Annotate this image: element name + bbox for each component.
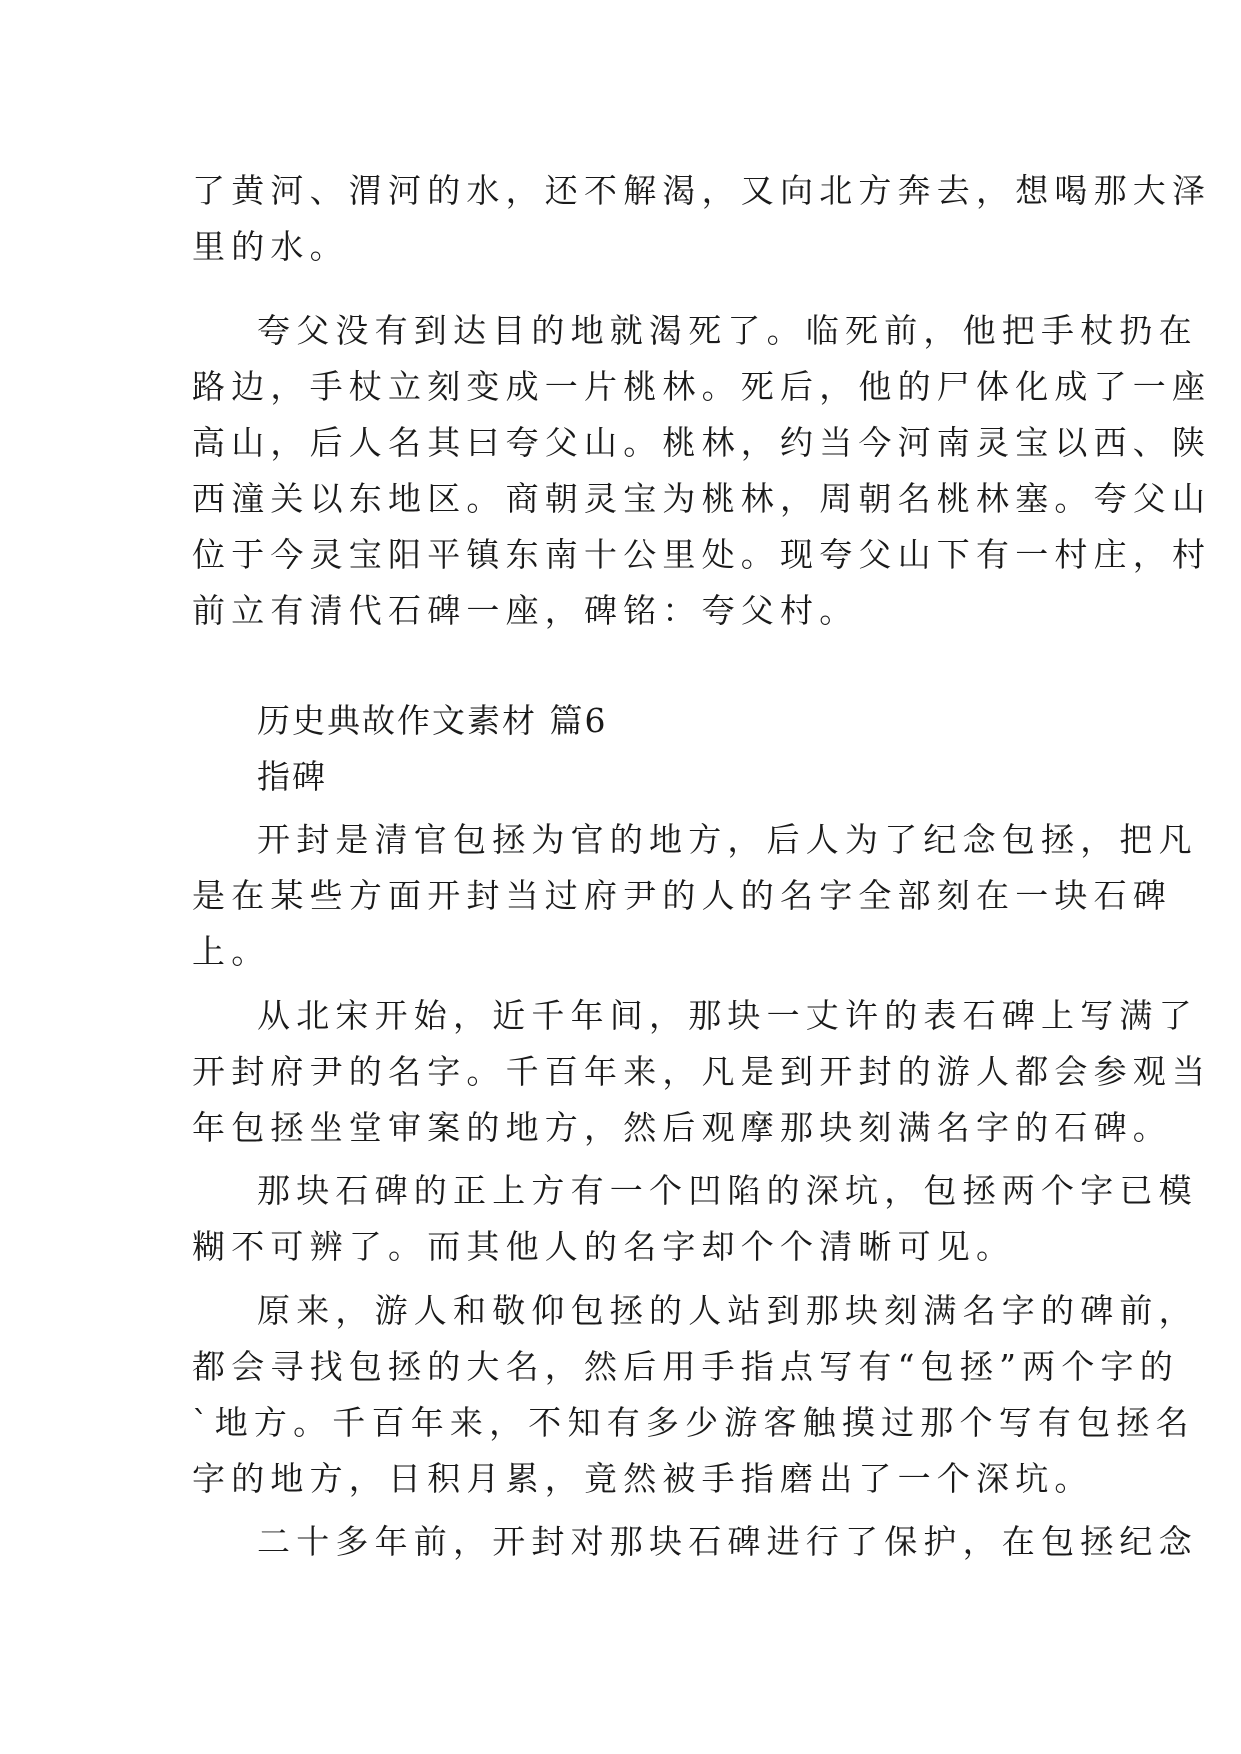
paragraph-line: 高山，后人名其曰夸父山。桃林，约当今河南灵宝以西、陕: [192, 423, 1212, 462]
article-title: 指碑: [257, 757, 327, 796]
paragraph-line: 路边，手杖立刻变成一片桃林。死后，他的尸体化成了一座: [192, 367, 1212, 406]
paragraph-line: 里的水。: [192, 227, 349, 266]
paragraph-line: 夸父没有到达目的地就渴死了。临死前，他把手杖扔在: [257, 311, 1198, 350]
paragraph-line: 那块石碑的正上方有一个凹陷的深坑，包拯两个字已模: [257, 1171, 1198, 1210]
paragraph-line: 前立有清代石碑一座，碑铭：夸父村。: [192, 591, 859, 630]
paragraph-line: 从北宋开始，近千年间，那块一丈许的表石碑上写满了: [257, 996, 1198, 1035]
paragraph-line: 是在某些方面开封当过府尹的人的名字全部刻在一块石碑: [192, 876, 1172, 915]
paragraph-line: 西潼关以东地区。商朝灵宝为桃林，周朝名桃林塞。夸父山: [192, 479, 1212, 518]
paragraph-line: 开封府尹的名字。千百年来，凡是到开封的游人都会参观当: [192, 1052, 1212, 1091]
paragraph-line: 糊不可辨了。而其他人的名字却个个清晰可见。: [192, 1227, 1016, 1266]
paragraph-line: `地方。千百年来，不知有多少游客触摸过那个写有包拯名: [192, 1403, 1195, 1442]
paragraph-line: 了黄河、渭河的水，还不解渴，又向北方奔去，想喝那大泽: [192, 171, 1212, 210]
section-heading: 历史典故作文素材 篇6: [257, 701, 608, 740]
paragraph-line: 位于今灵宝阳平镇东南十公里处。现夸父山下有一村庄，村: [192, 535, 1212, 574]
paragraph-line: 年包拯坐堂审案的地方，然后观摩那块刻满名字的石碑。: [192, 1108, 1172, 1147]
paragraph-line: 上。: [192, 932, 271, 971]
paragraph-line: 原来，游人和敬仰包拯的人站到那块刻满名字的碑前，: [257, 1291, 1198, 1330]
paragraph-line: 二十多年前，开封对那块石碑进行了保护，在包拯纪念: [257, 1522, 1198, 1561]
paragraph-line: 字的地方，日积月累，竟然被手指磨出了一个深坑。: [192, 1459, 1094, 1498]
paragraph-line: 开封是清官包拯为官的地方，后人为了纪念包拯，把凡: [257, 820, 1198, 859]
paragraph-line: 都会寻找包拯的大名，然后用手指点写有“包拯”两个字的: [192, 1347, 1179, 1386]
